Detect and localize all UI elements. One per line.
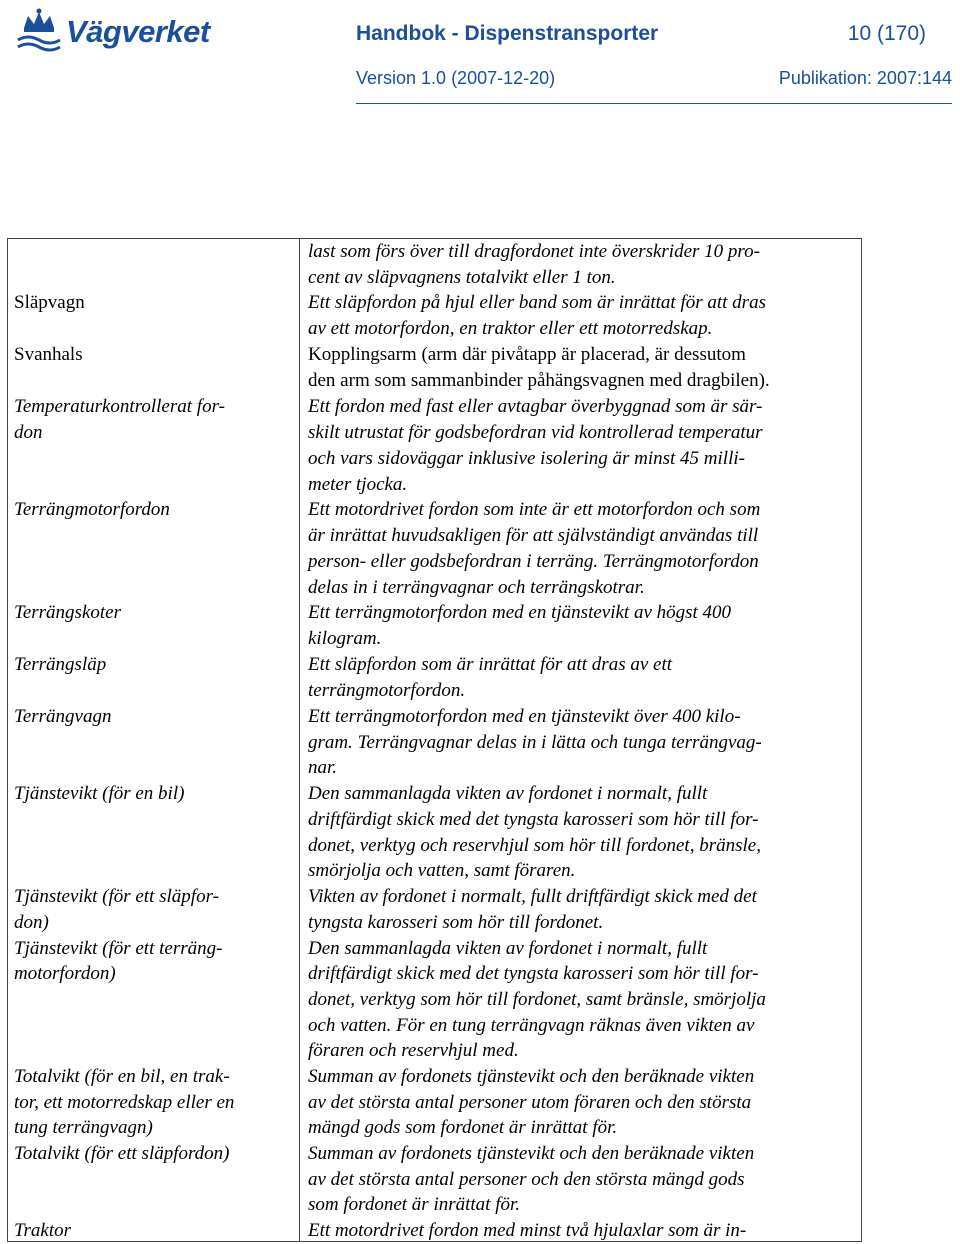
definition-line: Ett motordrivet fordon som inte är ett motorfordon och som — [308, 499, 761, 520]
definition-line: den arm som sammanbinder påhängsvagnen med dragbilen). — [308, 370, 770, 391]
term-label: motorfordon) — [14, 963, 116, 984]
definition-line: Summan av fordonets tjänstevikt och den beräknade vikten — [308, 1066, 755, 1087]
definition-line: Ett släpfordon som är inrättat för att dras av ett — [308, 654, 673, 675]
definition-line: last som förs över till dragfordonet inte överskrider 10 pro- — [308, 241, 760, 262]
definition-line: Ett motordrivet fordon med minst två hjulaxlar som är in- — [308, 1220, 747, 1241]
term-label: Totalvikt (för en bil, en trak- — [14, 1066, 230, 1087]
definition-line: Ett terrängmotorfordon med en tjänstevikt av högst 400 — [308, 602, 732, 623]
term-label: Temperaturkontrollerat for- — [14, 396, 225, 417]
term-label: Tjänstevikt (för ett terräng- — [14, 938, 223, 959]
term-label: Terrängmotorfordon — [14, 499, 170, 520]
term-label: don — [14, 422, 43, 443]
term-label: don) — [14, 912, 49, 933]
definition-line: Ett fordon med fast eller avtagbar överbyggnad som är sär- — [308, 396, 763, 417]
definition-line: och vatten. För en tung terrängvagn räknas även vikten av — [308, 1015, 755, 1036]
vagverket-logo — [14, 6, 214, 52]
definition-line: smörjolja och vatten, samt föraren. — [308, 860, 576, 881]
page-number: 10 (170) — [847, 22, 926, 45]
column-divider — [299, 238, 300, 1242]
definition-line: är inrättat huvudsakligen för att självständigt användas till — [308, 525, 759, 546]
logo-wordmark: Vägverket — [66, 14, 210, 49]
definition-line: Ett terrängmotorfordon med en tjänstevikt över 400 kilo- — [308, 706, 741, 727]
definition-line: föraren och reservhjul med. — [308, 1040, 519, 1061]
term-label: Terrängskoter — [14, 602, 121, 623]
term-label: Totalvikt (för ett släpfordon) — [14, 1143, 230, 1164]
term-label: tor, ett motorredskap eller en — [14, 1092, 235, 1113]
definition-line: meter tjocka. — [308, 474, 408, 495]
definition-line: Summan av fordonets tjänstevikt och den beräknade vikten — [308, 1143, 755, 1164]
document-title: Handbok - Dispenstransporter — [356, 22, 659, 45]
definition-line: kilogram. — [308, 628, 382, 649]
definition-line: och vars sidoväggar inklusive isolering är minst 45 milli- — [308, 448, 745, 469]
definition-line: Kopplingsarm (arm där pivåtapp är placerad, är dessutom — [308, 344, 746, 365]
page-header — [0, 0, 960, 110]
definition-line: Ett släpfordon på hjul eller band som är inrättat för att dras — [308, 292, 766, 313]
header-divider — [356, 103, 952, 104]
term-label: Släpvagn — [14, 292, 85, 313]
definition-line: terrängmotorfordon. — [308, 680, 466, 701]
definition-line: mängd gods som fordonet är inrättat för. — [308, 1117, 618, 1138]
definition-line: gram. Terrängvagnar delas in i lätta och tunga terrängvag- — [308, 732, 762, 753]
definition-line: som fordonet är inrättat för. — [308, 1194, 521, 1215]
crown-emblem-icon — [14, 6, 64, 52]
definition-line: donet, verktyg och reservhjul som hör till fordonet, bränsle, — [308, 835, 761, 856]
definition-line: Vikten av fordonet i normalt, fullt driftfärdigt skick med det — [308, 886, 757, 907]
definition-line: cent av släpvagnens totalvikt eller 1 ton. — [308, 267, 616, 288]
definition-line: delas in i terrängvagnar och terrängskotrar. — [308, 577, 645, 598]
definition-line: skilt utrustat för godsbefordran vid kontrollerad temperatur — [308, 422, 763, 443]
term-label: Svanhals — [14, 344, 83, 365]
definition-line: donet, verktyg som hör till fordonet, samt bränsle, smörjolja — [308, 989, 766, 1010]
definition-line: person- eller godsbefordran i terräng. Terrängmotorfordon — [308, 551, 759, 572]
term-label: Tjänstevikt (för en bil) — [14, 783, 185, 804]
term-label: Tjänstevikt (för ett släpfor- — [14, 886, 219, 907]
definition-line: Den sammanlagda vikten av fordonet i normalt, fullt — [308, 938, 708, 959]
definition-line: tyngsta karosseri som hör till fordonet. — [308, 912, 604, 933]
definition-line: av det största antal personer utom föraren och den största — [308, 1092, 752, 1113]
term-label: Traktor — [14, 1220, 72, 1241]
definition-line: nar. — [308, 757, 338, 778]
term-label: Terrängvagn — [14, 706, 112, 727]
term-label: Terrängsläp — [14, 654, 107, 675]
term-label: tung terrängvagn) — [14, 1117, 153, 1138]
version-label: Version 1.0 (2007-12-20) — [356, 68, 556, 88]
publication-label: Publikation: 2007:144 — [778, 68, 952, 88]
definition-line: Den sammanlagda vikten av fordonet i normalt, fullt — [308, 783, 708, 804]
definition-line: av det största antal personer och den största mängd gods — [308, 1169, 745, 1190]
definition-line: driftfärdigt skick med det tyngsta karosseri som hör till for- — [308, 963, 759, 984]
definition-line: av ett motorfordon, en traktor eller ett motorredskap. — [308, 318, 713, 339]
definition-line: driftfärdigt skick med det tyngsta karosseri som hör till for- — [308, 809, 759, 830]
